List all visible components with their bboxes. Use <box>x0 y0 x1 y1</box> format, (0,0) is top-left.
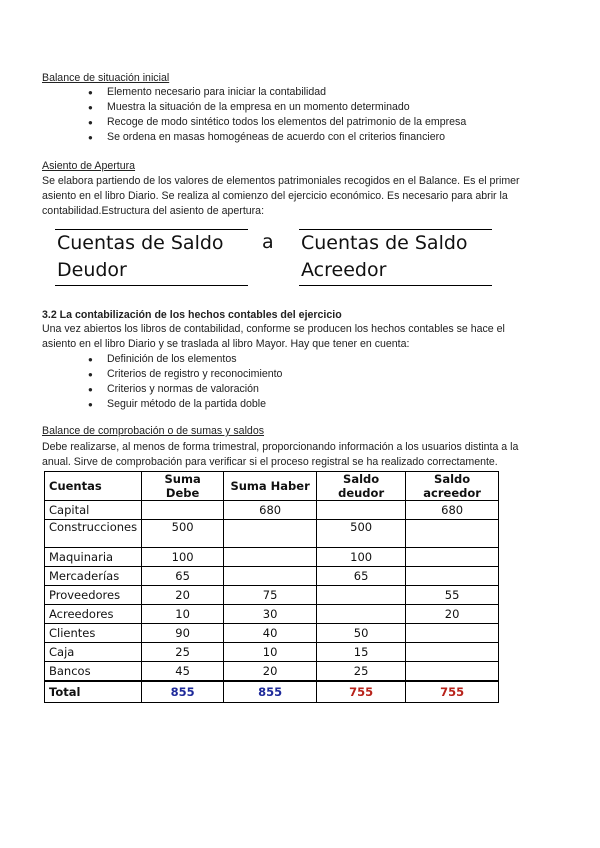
paragraph-line: Debe realizarse, al menos de forma trimestral, proporcionando información a los usuarios distinta a la <box>42 441 519 453</box>
total-saldo-acreedor: 755 <box>406 681 499 703</box>
table-row <box>45 501 499 520</box>
table-cell: 500 <box>142 520 224 548</box>
contabilizacion-list <box>88 352 282 412</box>
table-cell: Caja <box>45 643 142 662</box>
list-item: ● Criterios y normas de valoración <box>88 382 282 397</box>
asiento-apertura-heading: Asiento de Apertura <box>42 160 136 172</box>
paragraph-line: asiento en el libro Diario y se traslada al libro Mayor. Hay que tener en cuenta: <box>42 338 410 350</box>
table-cell <box>224 548 317 567</box>
table-cell <box>406 662 499 682</box>
table-cell: 90 <box>142 624 224 643</box>
table-cell <box>224 567 317 586</box>
table-cell <box>406 520 499 548</box>
list-item: ● Seguir método de la partida doble <box>88 397 282 412</box>
sumas-saldos-paragraph <box>42 440 558 470</box>
table-cell: 40 <box>224 624 317 643</box>
sumas-saldos-heading: Balance de comprobación o de sumas y saldos <box>42 425 265 437</box>
table-cell: Clientes <box>45 624 142 643</box>
table-cell <box>406 624 499 643</box>
table-cell: 20 <box>406 605 499 624</box>
saldo-deudor-box <box>55 229 248 286</box>
contabilizacion-paragraph <box>42 322 558 352</box>
table-cell: Proveedores <box>45 586 142 605</box>
table-cell: 100 <box>142 548 224 567</box>
balance-inicial-heading: Balance de situación inicial <box>42 72 170 84</box>
table-cell: Bancos <box>45 662 142 682</box>
saldo-acreedor-line1: Cuentas de Saldo <box>301 232 468 254</box>
saldo-acreedor-line2: Acreedor <box>301 259 387 281</box>
table-cell: Maquinaria <box>45 548 142 567</box>
connector-a: a <box>262 231 274 253</box>
header-saldo-deudor: Saldo deudor <box>317 472 406 501</box>
table-cell <box>317 501 406 520</box>
table-cell <box>142 501 224 520</box>
table-row <box>45 605 499 624</box>
table-header-row <box>45 472 499 501</box>
table-row <box>45 586 499 605</box>
list-item: ● Recoge de modo sintético todos los elementos del patrimonio de la empresa <box>88 115 466 130</box>
table-cell <box>406 548 499 567</box>
sumas-saldos-table <box>44 471 499 703</box>
list-item: ● Elemento necesario para iniciar la contabilidad <box>88 85 466 100</box>
table-cell: 100 <box>317 548 406 567</box>
contabilizacion-heading: 3.2 La contabilización de los hechos contables del ejercicio <box>42 309 342 321</box>
table-cell <box>224 520 317 548</box>
table-row <box>45 624 499 643</box>
header-suma-haber: Suma Haber <box>224 472 317 501</box>
table-cell <box>406 567 499 586</box>
table-cell: 680 <box>406 501 499 520</box>
list-item: ● Muestra la situación de la empresa en un momento determinado <box>88 100 466 115</box>
list-item: ● Criterios de registro y reconocimiento <box>88 367 282 382</box>
total-saldo-deudor: 755 <box>317 681 406 703</box>
table-cell: 75 <box>224 586 317 605</box>
header-cuentas: Cuentas <box>45 472 142 501</box>
table-cell: 25 <box>317 662 406 682</box>
table-cell: 45 <box>142 662 224 682</box>
total-suma-debe: 855 <box>142 681 224 703</box>
table-row <box>45 643 499 662</box>
table-cell: 500 <box>317 520 406 548</box>
paragraph-line: Una vez abiertos los libros de contabilidad, conforme se producen los hechos contables se hace el <box>42 323 505 335</box>
table-cell: Construcciones <box>45 520 142 548</box>
paragraph-line: contabilidad.Estructura del asiento de apertura: <box>42 205 265 217</box>
table-cell <box>406 643 499 662</box>
table-cell: 20 <box>224 662 317 682</box>
list-item: ● Definición de los elementos <box>88 352 282 367</box>
table-cell <box>317 605 406 624</box>
saldo-deudor-line1: Cuentas de Saldo <box>57 232 224 254</box>
table-cell: 50 <box>317 624 406 643</box>
list-item: ● Se ordena en masas homogéneas de acuerdo con el criterios financiero <box>88 130 466 145</box>
asiento-apertura-paragraph <box>42 174 558 219</box>
paragraph-line: Se elabora partiendo de los valores de elementos patrimoniales recogidos en el Balance. Es el primer <box>42 175 520 187</box>
table-cell: 680 <box>224 501 317 520</box>
saldo-acreedor-box <box>299 229 492 286</box>
total-suma-haber: 855 <box>224 681 317 703</box>
table-cell: 20 <box>142 586 224 605</box>
table-cell: 10 <box>224 643 317 662</box>
table-total-row <box>45 681 499 703</box>
table-cell: 10 <box>142 605 224 624</box>
table-cell: 55 <box>406 586 499 605</box>
table-row <box>45 662 499 682</box>
table-cell: 30 <box>224 605 317 624</box>
total-label: Total <box>45 681 142 703</box>
paragraph-line: asiento en el libro Diario. Se realiza al comienzo del ejercicio económico. Es necesario para abrir la <box>42 190 508 202</box>
table-cell <box>317 586 406 605</box>
table-row <box>45 567 499 586</box>
header-saldo-acreedor: Saldo acreedor <box>406 472 499 501</box>
saldo-deudor-line2: Deudor <box>57 259 127 281</box>
header-suma-debe: Suma Debe <box>142 472 224 501</box>
table-cell: Capital <box>45 501 142 520</box>
table-cell: 15 <box>317 643 406 662</box>
table-cell: Mercaderías <box>45 567 142 586</box>
table-cell: Acreedores <box>45 605 142 624</box>
paragraph-line: anual. Sirve de comprobación para verificar si el proceso registral se ha realizado correctamente. <box>42 456 498 468</box>
table-cell: 25 <box>142 643 224 662</box>
table-cell: 65 <box>142 567 224 586</box>
balance-inicial-list <box>88 85 466 145</box>
table-row <box>45 548 499 567</box>
table-cell: 65 <box>317 567 406 586</box>
table-row <box>45 520 499 548</box>
